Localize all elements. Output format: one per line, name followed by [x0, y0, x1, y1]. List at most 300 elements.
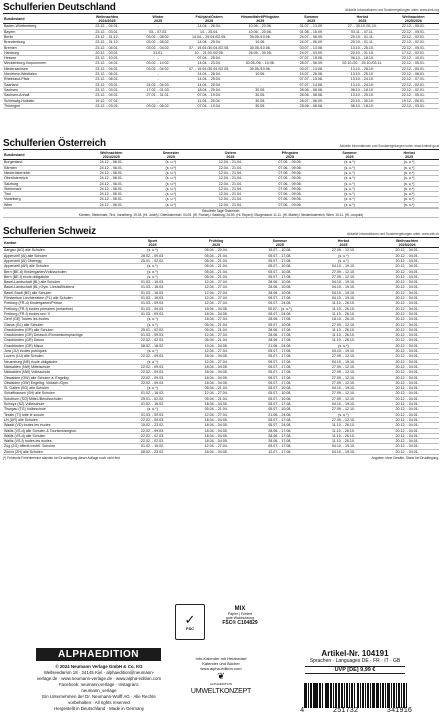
holiday-dates: 07.06. - 09.06. [260, 192, 320, 197]
barcode-bar [385, 683, 386, 708]
region-name: Brandenburg [3, 40, 81, 45]
region-name: Bern (BE-d) Kindergarten/Volksschulen [3, 269, 121, 274]
region-name: Salzburg [3, 181, 81, 186]
holiday-dates: 05.07. - 10.08. [248, 269, 312, 274]
holiday-dates: 22.12. - 05.01. [388, 66, 439, 71]
holiday-dates: 03.02. - 14.02. [133, 61, 184, 66]
article-number: Artikel-Nr. 104191 [321, 649, 389, 658]
region-name: Vorarlberg [3, 197, 81, 202]
holiday-dates: 12.04. - 27.04. [184, 359, 248, 364]
holiday-dates: 23.12. - 31.12. [81, 35, 132, 40]
holiday-dates: 27.09. - 12.10. [312, 274, 376, 279]
region-name: Bern (BE-f) école obligatoire [3, 274, 121, 279]
holiday-dates: 20.12. - 04.01. [375, 264, 439, 269]
region-name: Bremen [3, 45, 81, 50]
eco-concept-line: www.alpha-edition.com [200, 666, 242, 671]
holiday-dates: 24.07. - 03.09. [286, 50, 337, 55]
holiday-dates: 05.07. - 17.08. [248, 444, 312, 449]
ean-barcode [300, 683, 412, 716]
holiday-dates: 01.02. - 16.02. [121, 391, 185, 396]
holiday-dates: (s. u.*) [379, 181, 439, 186]
region-name: Nidwalden (NW) Volksschule [3, 370, 121, 375]
holiday-dates: 30.05./10.06. [235, 45, 286, 50]
barcode-bar [311, 683, 312, 708]
holiday-dates: 12.04. - 27.04. [184, 296, 248, 301]
holiday-dates: 20.12. - 04.01. [375, 349, 439, 354]
eco-concept-top [176, 656, 266, 671]
holiday-dates: 28.06. - 17.08. [248, 317, 312, 322]
holiday-dates: 01.03. - 09.03. [121, 333, 185, 338]
holiday-dates: 18.04. - 04.05. [184, 428, 248, 433]
holiday-dates: (s. u.*) [121, 359, 185, 364]
mix-title: MIX [234, 606, 246, 612]
holiday-dates: 23.12. - 04.01. [81, 66, 132, 71]
holiday-dates: (s. u.*) [379, 165, 439, 170]
holiday-dates: 27.09. - 12.10. [312, 375, 376, 380]
region-name: Tessin (TI) tutte le scuole [3, 412, 121, 417]
holiday-dates: 12.04. - 21.04. [201, 197, 261, 202]
holiday-dates: 20.12. - 04.01. [375, 396, 439, 401]
holiday-dates: 04.10. - 19.10. [312, 290, 376, 295]
holiday-dates: 28.06. - 17.08. [248, 327, 312, 332]
holiday-dates: 20.12. - 04.01. [375, 391, 439, 396]
holiday-dates: (s. u.*) [379, 160, 439, 165]
holiday-dates: 22.02. - 09.03. [121, 370, 185, 375]
holiday-dates: 18.04. - 04.05. [184, 354, 248, 359]
holiday-dates: 05.07. - 17.08. [248, 253, 312, 258]
region-name: Baden-Württemberg [3, 24, 81, 29]
holiday-dates: 20.12. - 04.01. [375, 269, 439, 274]
holiday-dates: (s. u.*) [379, 197, 439, 202]
holiday-dates: 05.07. - 10.08. [248, 391, 312, 396]
holiday-dates: 05.07. - 17.08. [248, 375, 312, 380]
holiday-dates: 24.12. - 06.01. [81, 186, 141, 191]
barcode-bar [347, 683, 348, 708]
eco-concept [176, 656, 266, 695]
holiday-dates: 20.12. - 04.01. [375, 375, 439, 380]
holiday-dates: 11.10. - 26.10. [312, 423, 376, 428]
region-name: Graubünden (GR) Misox [3, 343, 121, 348]
fsc-tree-icon: ✓ [184, 612, 196, 627]
holiday-dates: 22.12. - 05.01. [388, 29, 439, 34]
holiday-dates: 04.10. - 19.10. [312, 285, 376, 290]
at-column-header: Pfingsten 2025 [260, 150, 320, 160]
holiday-dates: 20.12. - 04.01. [375, 280, 439, 285]
holiday-dates: 22.12. - 05.01. [388, 45, 439, 50]
holiday-dates: 23.12. - 03.01. [81, 103, 132, 108]
holiday-dates: 22.02. - 09.03. [121, 375, 185, 380]
holiday-dates: 18.04. - 04.05. [184, 311, 248, 316]
holiday-dates: 20.12. - 04.01. [375, 343, 439, 348]
holiday-dates: 23.12. - 03.01. [81, 82, 132, 87]
holiday-dates: (s. u.*) [141, 165, 201, 170]
barcode-bar [388, 683, 390, 708]
holiday-dates: 22.12. - 02.01. [388, 35, 439, 40]
holiday-dates: 18.04. - 04.05. [184, 433, 248, 438]
switzerland-header [0, 226, 442, 237]
holiday-dates: 06.10. - 18.10. [337, 56, 388, 61]
de-column-header: Frühjahr/Ostern 2025 [184, 14, 235, 24]
region-name: Nidwalden (NW) Mittelschule [3, 364, 121, 369]
holiday-dates: (s. u.*) [312, 343, 376, 348]
holiday-dates: - [133, 72, 184, 77]
holiday-dates: 31.01. [133, 50, 184, 55]
holiday-dates: 07.06. - 09.06. [260, 197, 320, 202]
barcode-bar [391, 683, 392, 708]
holiday-dates: 07.04. - 19.04. [184, 103, 235, 108]
region-name: Aargau (AG) alle Schulen [3, 248, 121, 253]
holiday-dates: 07.04. - 25.04. [184, 56, 235, 61]
holiday-dates: 04.10. - 19.10. [312, 444, 376, 449]
region-name: Sachsen-Anhalt [3, 93, 81, 98]
holiday-dates: (s. u.*) [121, 317, 185, 322]
holiday-dates: 22.12. - 02.01. [388, 40, 439, 45]
austria-title: Schulferien Österreich [3, 138, 106, 149]
holiday-dates: (s. u.*) [121, 274, 185, 279]
holiday-dates: 05.07. - 17.08. [248, 364, 312, 369]
region-name: Tirol [3, 192, 81, 197]
holiday-dates: 05.07. - 17.08. [248, 259, 312, 264]
holiday-dates: 05.07. - 10.08. [248, 396, 312, 401]
germany-section [0, 2, 442, 109]
holiday-dates: 20.12. - 04.01. [375, 253, 439, 258]
holiday-dates: 23.12. - 04.01. [81, 93, 132, 98]
holiday-dates: 01.03. - 16.03. [121, 285, 185, 290]
holiday-dates: 20.12. - 04.01. [375, 274, 439, 279]
holiday-dates: 01.08. - 15.09. [286, 29, 337, 34]
address-line: verlage.de · www.neumann-verlage.de · www.alpha-edition.com [36, 676, 162, 681]
barcode-digit-group2: 341916 [386, 707, 412, 715]
holiday-dates: (s. u.*) [320, 192, 380, 197]
region-name: Basel-Landschaft (BL) alle Schulen [3, 280, 121, 285]
holiday-dates: 24.12. - 06.01. [81, 197, 141, 202]
holiday-dates: 22.12. - 02.01. [388, 82, 439, 87]
holiday-dates: 14.04. - 26.04. [184, 72, 235, 77]
holiday-dates: (s. u.*) [320, 171, 380, 176]
holiday-dates: 20.12. - 04.01. [375, 248, 439, 253]
address-line: Wellseedamm 18 · 24145 Kiel · alphaedition@neumann- [43, 670, 155, 675]
region-name: Freiburg (FR-f) écoles sec. II [3, 311, 121, 316]
ch-column-header: Herbst 2025 [312, 238, 376, 248]
barcode-digit-group1: 251732 [332, 707, 359, 715]
holiday-dates: 24.12. - 06.01. [81, 202, 141, 207]
holiday-dates: 05.04. - 21.04. [184, 396, 248, 401]
holiday-dates: 05.04. - 21.04. [184, 322, 248, 327]
holiday-dates: 28.06. - 10.08. [248, 280, 312, 285]
holiday-dates: 05.07. - 17.08. [248, 359, 312, 364]
holiday-dates: 28.06. - 17.08. [248, 433, 312, 438]
at-column-header: Ostern 2025 [201, 150, 261, 160]
barcode-bar [354, 683, 356, 708]
holiday-dates: (s. u.*) [312, 253, 376, 258]
holiday-dates: - [235, 77, 286, 82]
region-name: Wallis (VS-d) alle Schulen & Tourismusregion. [3, 428, 121, 433]
barcode-bar [404, 683, 406, 708]
holiday-dates: 07.06. - 09.06. [260, 181, 320, 186]
holiday-dates: 13.10. - 24.10. [337, 82, 388, 87]
holiday-dates: 20.12. - 04.01. [375, 333, 439, 338]
barcode-bar [380, 683, 381, 708]
holiday-dates: 07.07. - 14.08. [286, 82, 337, 87]
barcode-bar [331, 683, 332, 708]
holiday-dates: 05.07. - 10.08. [248, 264, 312, 269]
holiday-dates: 18.04. - 04.05. [184, 380, 248, 385]
region-name: Graubünden (GR) alle Schulen [3, 327, 121, 332]
eco-logo: UMWELTKONZEPT [190, 688, 252, 695]
holiday-dates: 22.12. - 05.01. [388, 93, 439, 98]
holiday-dates: 03.02. - 08.02. [133, 40, 184, 45]
holiday-dates: 20.12. - 04.01. [375, 444, 439, 449]
holiday-dates: 28.06. - 17.08. [248, 439, 312, 444]
table-row [3, 103, 439, 108]
holiday-dates: 11.10. - 26.10. [312, 311, 376, 316]
holiday-dates: 28.06. - 10.08. [248, 290, 312, 295]
holiday-dates: 22.02. - 09.03. [121, 364, 185, 369]
holiday-dates: 11.10. - 26.10. [312, 301, 376, 306]
holiday-dates: 10. - 21.03./02.05. [184, 50, 235, 55]
holiday-dates: 03.07. - 13.08. [286, 66, 337, 71]
holiday-dates: 05.07. - 24.08. [248, 423, 312, 428]
holiday-dates: 20.12. - 04.01. [375, 322, 439, 327]
holiday-dates: (s. u.*) [121, 386, 185, 391]
holiday-dates: (s. u.*) [121, 269, 185, 274]
at-column-header: Semester 2025 [141, 150, 201, 160]
holiday-dates: 12.04. - 27.04. [184, 333, 248, 338]
region-name: Obwalden (OW) alle Schulen a. Engelbg. [3, 375, 121, 380]
holiday-dates: 02.10./20. - 25.10./03.11. [337, 61, 388, 66]
holiday-dates: 18.04. - 04.05. [184, 417, 248, 422]
holiday-dates: 20.10. - 31.10. [337, 50, 388, 55]
holiday-dates: 22.12. - 03.01. [388, 103, 439, 108]
ch-header-row [3, 238, 439, 248]
holiday-dates: 20.12. - 04.01. [375, 290, 439, 295]
holiday-dates: 30.05./10.06. [235, 66, 286, 71]
barcode-bar [333, 683, 334, 708]
holiday-dates: 21.06. - 24.08. [248, 412, 312, 417]
holiday-dates: 07.07. - 15.08. [286, 77, 337, 82]
holiday-dates: 10.06. [235, 72, 286, 77]
holiday-dates: (s. u.*) [320, 197, 380, 202]
holiday-dates: (s. u.*) [320, 186, 380, 191]
region-name: Waadt (VD) toutes les écoles [3, 423, 121, 428]
holiday-dates: 10.06. - 20.06. [235, 24, 286, 29]
holiday-dates: 20.12. - 04.01. [375, 327, 439, 332]
barcode-bar [344, 683, 345, 708]
ch-column-header: Weihnachten 2025/2026 [375, 238, 439, 248]
germany-table [3, 13, 439, 109]
holiday-dates: (s. u.*) [121, 407, 185, 412]
holiday-dates: 08.02. - 23.02. [121, 449, 185, 454]
holiday-dates: 04.10. - 19.10. [312, 449, 376, 454]
fsc-label: FSC [186, 626, 194, 631]
ch-column-header: Frühling 2025 [184, 238, 248, 248]
switzerland-footnotes [0, 455, 442, 461]
region-name: Rheinland-Pfalz [3, 77, 81, 82]
holiday-dates: 24.12. - 06.01. [81, 171, 141, 176]
holiday-dates: 05.04. - 21.04. [184, 407, 248, 412]
holiday-dates: 28.06. - 17.08. [248, 428, 312, 433]
holiday-dates: (s. u.*) [379, 171, 439, 176]
holiday-dates: (s. u.*) [379, 176, 439, 181]
holiday-dates: 27.09. - 12.10. [312, 391, 376, 396]
holiday-dates: 05.07. - 10.08. [248, 322, 312, 327]
holiday-dates: 28.02. - 09.03. [121, 253, 185, 258]
holiday-dates: 23.12. - 03.01. [81, 29, 132, 34]
eco-concept-line: Info-Kalender mit Heizbedarf [195, 656, 247, 661]
de-column-header: Weihnachten 2024/2025 [81, 14, 132, 24]
holiday-dates: 28.06. - 17.08. [248, 338, 312, 343]
ch-column-header: Sommer 2025 [248, 238, 312, 248]
holiday-dates: - [133, 77, 184, 82]
holiday-dates: 05.04. - 21.04. [184, 338, 248, 343]
mix-line2: gute Waldnutzung [225, 616, 255, 620]
holiday-dates: 14.04. - 25.04. [184, 40, 235, 45]
de-column-header: Himmelfahrt/Pfingsten 2025 [235, 14, 286, 24]
holiday-dates: 12.07. - 17.08. [248, 449, 312, 454]
holiday-dates: 03.07. - 13.08. [286, 45, 337, 50]
holiday-dates: 05.07. - 17.08. [248, 274, 312, 279]
holiday-dates: 05.07. - 10.08. [248, 386, 312, 391]
holiday-dates: 21.06. - 24.08. [248, 343, 312, 348]
holiday-dates: - [235, 82, 286, 87]
holiday-dates: 18.04. - 04.05. [184, 375, 248, 380]
holiday-dates: - [133, 98, 184, 103]
barcode-digit-first: 4 [300, 707, 305, 715]
holiday-dates: 20.12. - 04.01. [375, 311, 439, 316]
holiday-dates: 14.04. - 23.04. [184, 61, 235, 66]
barcode-bar [406, 683, 407, 708]
region-name: Kärnten [3, 165, 81, 170]
holiday-dates: 28.06. - 10.08. [248, 285, 312, 290]
region-name: Zürich (ZH) alle Schulen [3, 449, 121, 454]
holiday-dates: 24.07. - 06.09. [286, 35, 337, 40]
holiday-dates: 18.04. - 04.05. [184, 402, 248, 407]
barcode-bars [304, 683, 408, 708]
holiday-dates: 12.04. - 21.04. [201, 165, 261, 170]
holiday-dates: - [133, 56, 184, 61]
holiday-dates: 05.07. - 24.08. [248, 311, 312, 316]
holiday-dates: 25.01. - 02.02. [121, 327, 185, 332]
holiday-dates: 28.07. - 06.09. [286, 61, 337, 66]
holiday-dates: 01.03. - 09.03. [121, 301, 185, 306]
holiday-dates: 07.06. - 09.06. [260, 160, 320, 165]
holiday-dates: 14.07. - 26.08. [286, 72, 337, 77]
region-name: Wallis (VS-d) alle Schulen [3, 433, 121, 438]
holiday-dates: 18.04. - 04.05. [184, 449, 248, 454]
holiday-dates: 05.07. - 17.08. [248, 370, 312, 375]
footer [0, 604, 442, 720]
holiday-dates: 20.12. - 04.01. [375, 423, 439, 428]
region-name: Appenzell (AR) alle Schulen [3, 264, 121, 269]
holiday-dates: 25.01. - 02.02. [121, 396, 185, 401]
holiday-dates: 12.04. - 21.04. [201, 202, 261, 207]
holiday-dates: 23.12. - 03.01. [81, 87, 132, 92]
holiday-dates: 28.06. - 08.08. [286, 103, 337, 108]
holiday-dates: 20.12. - 04.01. [375, 359, 439, 364]
address-line: Facebook: neumann.verlage · Instagram: [58, 682, 140, 687]
holiday-dates: 22.12. - 05.01. [388, 24, 439, 29]
publisher-address [26, 664, 172, 712]
holiday-dates: 01.03. - 09.03. [121, 412, 185, 417]
holiday-dates: 22.02. - 09.03. [121, 354, 185, 359]
germany-title: Schulferien Deutschland [3, 2, 116, 13]
holiday-dates: 04.10. - 19.10. [312, 402, 376, 407]
holiday-dates: 30.05. [235, 87, 286, 92]
holiday-dates: 11.10. - 26.10. [312, 327, 376, 332]
region-name: Niedersachsen [3, 66, 81, 71]
region-name: Glarus (GL) alle Schulen [3, 322, 121, 327]
holiday-dates: 12.04. - 27.04. [184, 349, 248, 354]
holiday-dates: 11.10. - 26.10. [312, 439, 376, 444]
holiday-dates: 12.04. - 21.04. [201, 171, 261, 176]
region-name: Berlin [3, 35, 81, 40]
holiday-dates: 18.04. - 04.05. [184, 370, 248, 375]
holiday-dates: 23.12. - 31.12. [81, 40, 132, 45]
table-row [3, 202, 439, 207]
barcode-digits [300, 707, 412, 715]
holiday-dates: 12.04. - 27.04. [184, 412, 248, 417]
holiday-dates: 05.07. - 24.08. [248, 301, 312, 306]
holiday-dates: 10.06. - 20.06. [235, 29, 286, 34]
region-name: St. Gallen (SG) alle Schulen [3, 386, 121, 391]
region-name: Genf (GE) Toutes les écoles [3, 317, 121, 322]
holiday-dates: 25.01. - 02.02. [121, 259, 185, 264]
holiday-dates: 19.04. - 04.05. [184, 343, 248, 348]
publisher-brand: ALPHAEDITION [36, 648, 161, 661]
holiday-dates: 20.12. - 04.01. [375, 412, 439, 417]
holiday-dates: 28.06. - 08.08. [286, 87, 337, 92]
footnote-left: (*) Fehlende Ferientermine standen bei Drucklegung dieser Auflage noch nicht fest [3, 455, 120, 460]
holiday-dates: 01.02. - 16.02. [121, 444, 185, 449]
holiday-dates: 12.04. - 27.04. [184, 280, 248, 285]
region-name: Basel-Landschaft (BL) Gym. Liestal/Muttenz [3, 285, 121, 290]
region-name: Freiburg (FR-f) écoles primaires (enfantine) [3, 306, 121, 311]
holiday-dates: 07.06. - 09.06. [260, 176, 320, 181]
holiday-dates: 05.07. - 17.08. [248, 349, 312, 354]
austria-table [3, 149, 439, 208]
holiday-dates: 04.10. - 19.10. [312, 349, 376, 354]
holiday-dates: 27.09. - 12.10. [312, 370, 376, 375]
holiday-dates: 22.02. - 09.03. [121, 417, 185, 422]
austria-free-days [3, 208, 439, 218]
region-name: Hessen [3, 56, 81, 61]
region-name: Jura (JU) écoles publiques [3, 349, 121, 354]
holiday-dates: 01.03. - 09.03. [121, 311, 185, 316]
holiday-dates: 18.04. - 25.04. [184, 87, 235, 92]
holiday-dates: 20.12. - 03.01. [81, 50, 132, 55]
region-name: Hamburg [3, 50, 81, 55]
holiday-dates: 30.05./06. - 10.06. [235, 61, 286, 66]
holiday-dates: 22.02. - 02.03. [121, 439, 185, 444]
barcode-bar [338, 683, 340, 708]
holiday-dates: 05.04. - 21.04. [184, 274, 248, 279]
holiday-dates: 07.06. - 09.06. [260, 171, 320, 176]
fsc-mix-info [205, 606, 275, 626]
holiday-dates: 04.10. - 19.10. [312, 386, 376, 391]
holiday-dates: 28.06. - 17.08. [248, 333, 312, 338]
holiday-dates: 20.12. - 04.01. [375, 354, 439, 359]
austria-free-days-title: Schulfreie Tage Österreich: [201, 209, 241, 214]
region-name: Graubünden (GR) Davos [3, 338, 121, 343]
holiday-dates: - [133, 24, 184, 29]
holiday-dates: 05.07. - 17.08. [248, 354, 312, 359]
region-name: Bayern [3, 29, 81, 34]
holiday-dates: 01.03. - 16.03. [121, 290, 185, 295]
de-column-header: Sommer 2025 [286, 14, 337, 24]
holiday-dates: 07.07. - 15.08. [286, 56, 337, 61]
article-languages: Sprachen · Languages DE · FR · IT · GB [309, 658, 401, 664]
mix-code: FSC® C104829 [222, 620, 258, 626]
